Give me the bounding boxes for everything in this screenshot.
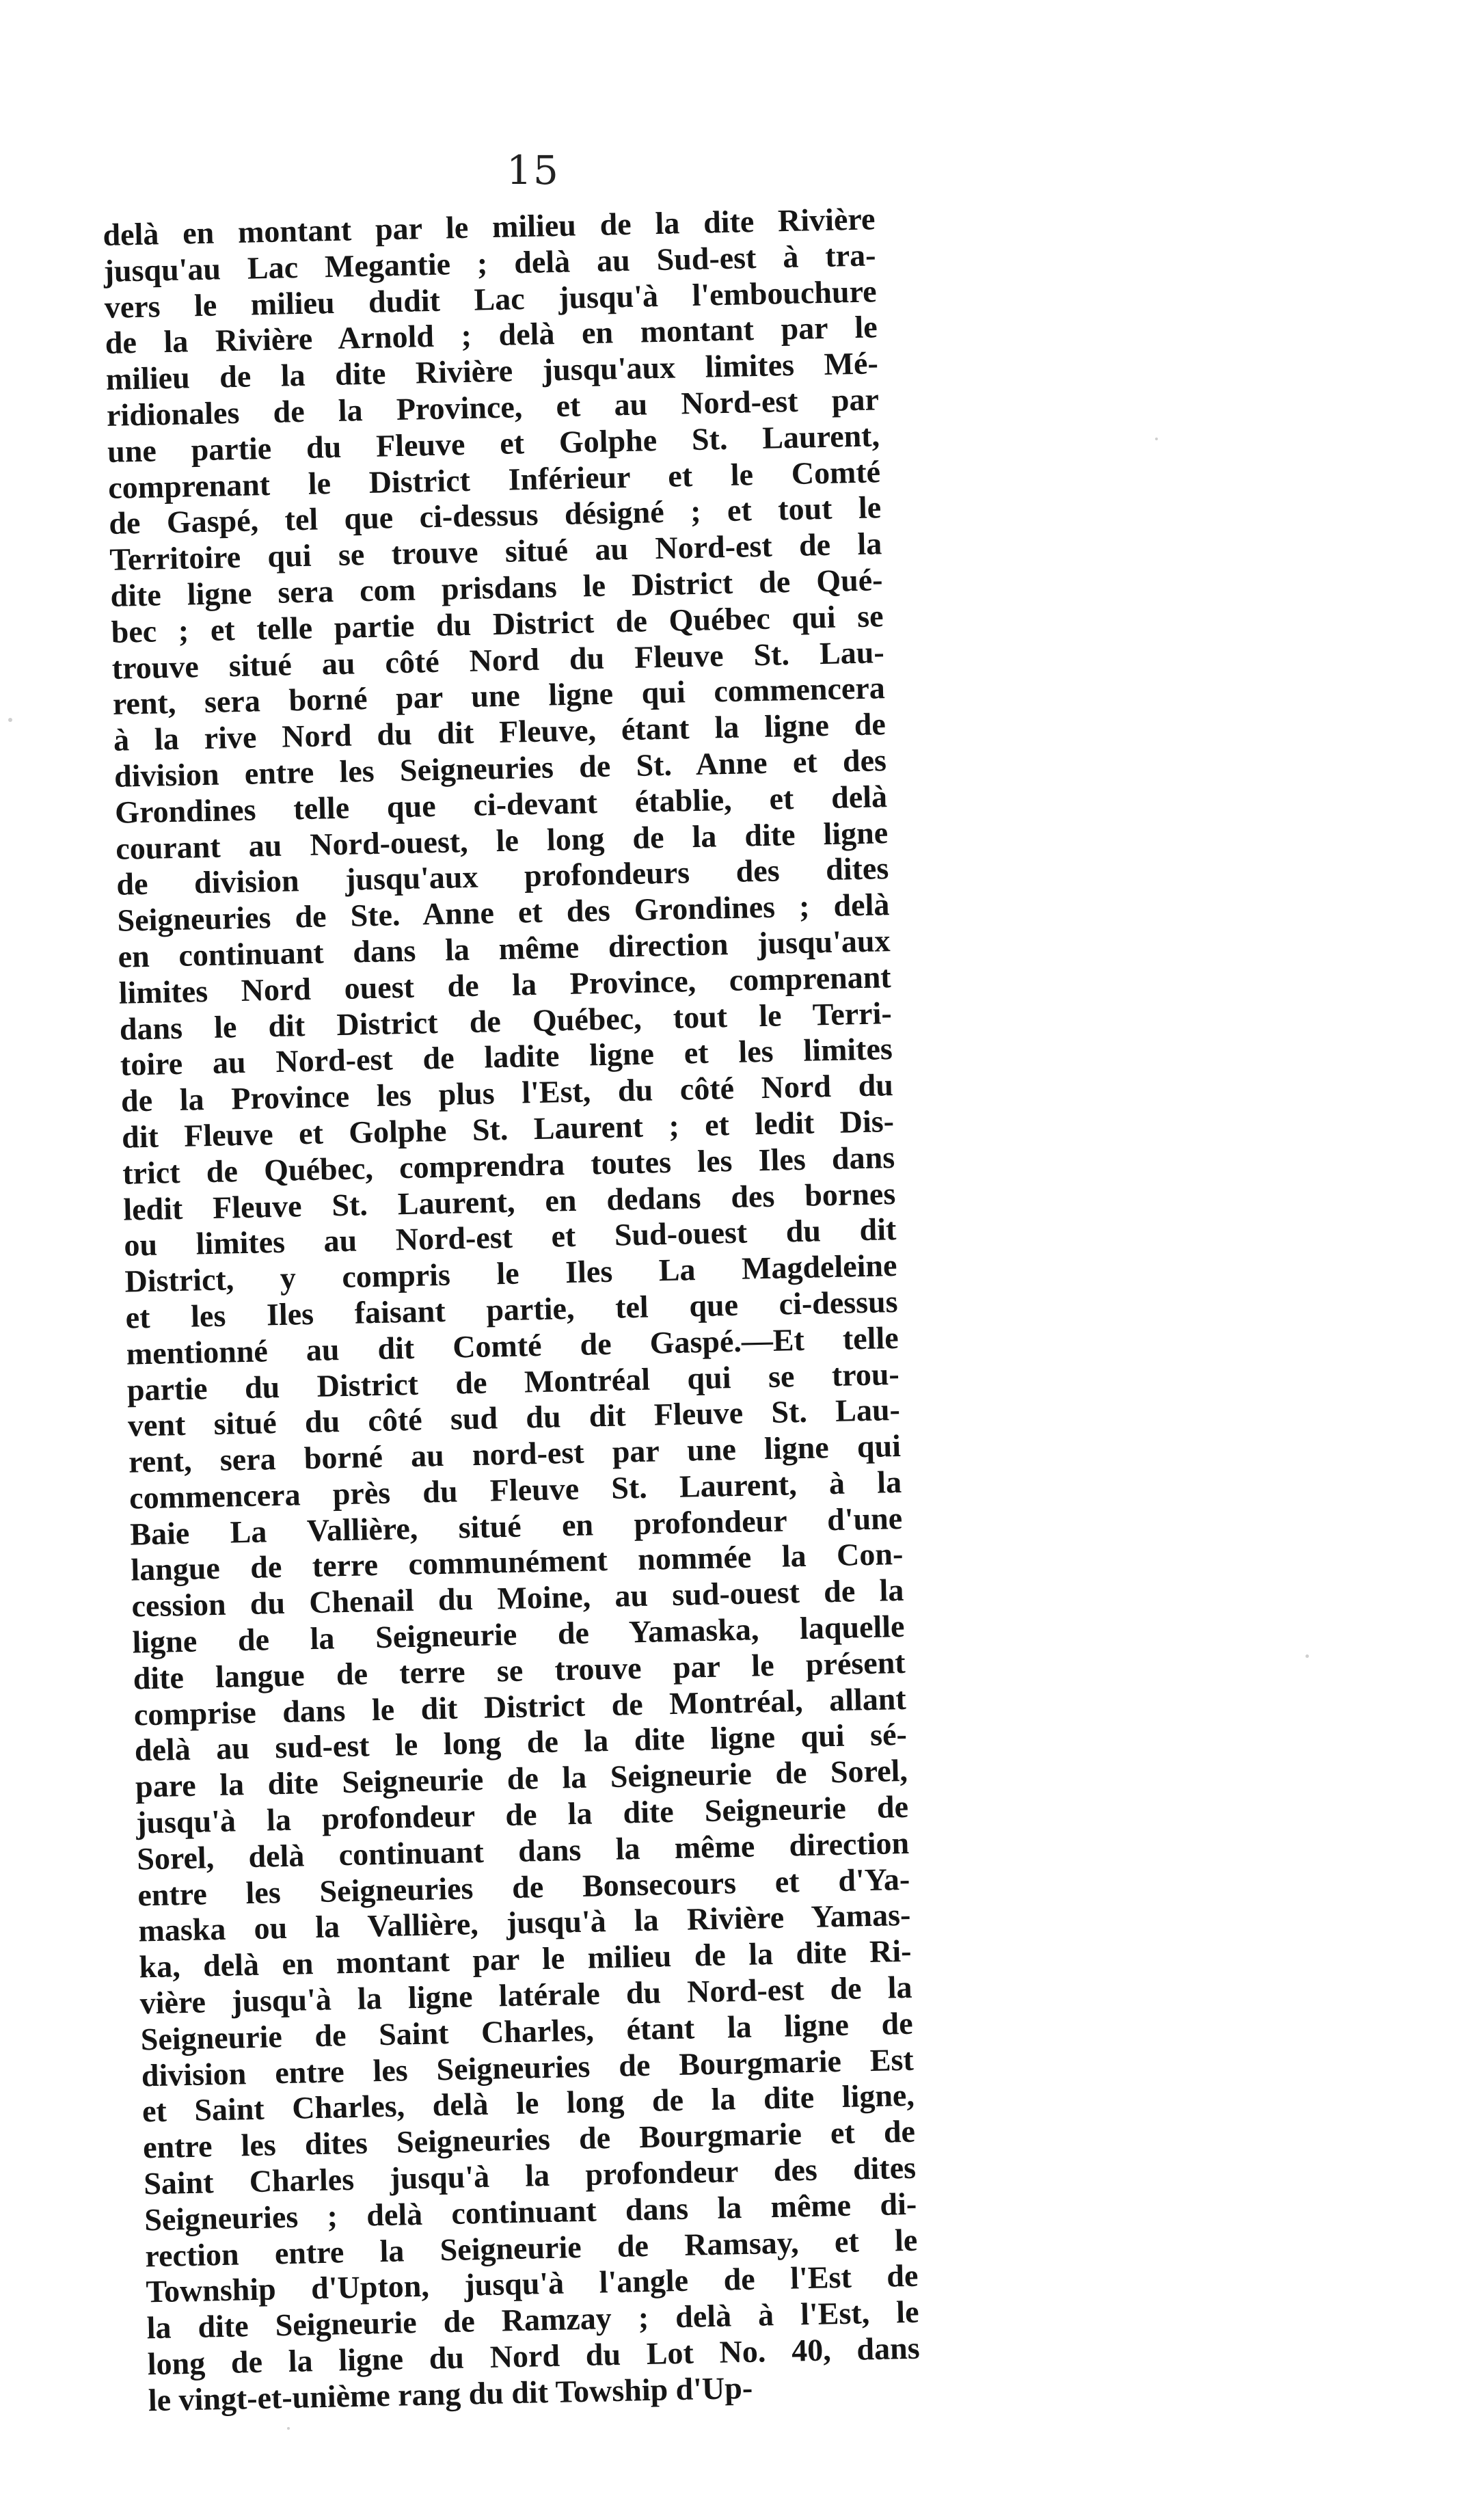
text-line: de la Rivière Arnold ; delà en montant par le	[105, 309, 878, 361]
text-line: à la rive Nord du dit Fleuve, étant la ligne de	[113, 706, 886, 758]
text-line: long de la ligne du Nord du Lot No. 40, dans	[147, 2330, 921, 2382]
text-line: mentionné au dit Comté de Gaspé.—Et telle	[126, 1319, 899, 1371]
text-line: de la Province les plus l'Est, du côté Nord du	[120, 1067, 894, 1118]
text-line: comprise dans le dit District de Montréal, allant	[133, 1680, 907, 1732]
text-line: dans le dit District de Québec, tout le Terri-	[119, 995, 893, 1047]
text-line: ou limites au Nord-est et Sud-ouest du dit	[123, 1211, 897, 1263]
text-line: le vingt-et-unième rang du dit Towship d'Up-	[148, 2370, 753, 2418]
text-line: une partie du Fleuve et Golphe St. Laurent,	[107, 418, 880, 469]
text-line: toire au Nord-est de ladite ligne et les limites	[120, 1031, 893, 1083]
text-line: trouve situé au côté Nord du Fleuve St. Lau-	[111, 634, 885, 686]
text-line: Township d'Upton, jusqu'à l'angle de l'Est de	[146, 2258, 919, 2309]
text-line: trict de Québec, comprendra toutes les Iles dans	[122, 1139, 895, 1191]
text-line: entre les Seigneuries de Bonsecours et d'Ya-	[137, 1861, 910, 1913]
text-line: comprenant le District Inférieur et le Comté	[107, 453, 881, 505]
text-line: Baie La Vallière, situé en profondeur d'une	[129, 1500, 903, 1552]
text-column	[103, 201, 921, 2419]
text-line: division entre les Seigneuries de Bourgmarie Est	[141, 2041, 915, 2093]
text-line: ridionales de la Province, et au Nord-est par	[106, 381, 880, 433]
text-line: et les Iles faisant partie, tel que ci-dessus	[125, 1283, 898, 1335]
text-line: bec ; et telle partie du District de Québec qui se	[111, 598, 884, 649]
text-line: Sorel, delà continuant dans la même direction	[136, 1825, 910, 1877]
text-line: dit Fleuve et Golphe St. Laurent ; et ledit Dis-	[121, 1103, 895, 1155]
text-line: entre les dites Seigneuries de Bourgmarie et de	[142, 2113, 916, 2165]
text-line: courant au Nord-ouest, le long de la dite ligne	[115, 814, 889, 866]
text-line: partie du District de Montréal qui se trou-	[126, 1356, 900, 1408]
text-line: jusqu'au Lac Megantie ; delà au Sud-est à tra-	[103, 237, 876, 289]
text-line: rection entre la Seigneurie de Ramsay, et le	[144, 2222, 918, 2273]
text-line: rent, sera borné au nord-est par une ligne qui	[128, 1428, 902, 1479]
text-line: dite ligne sera com prisdans le District de Qué-	[110, 562, 883, 613]
text-line: ledit Fleuve St. Laurent, en dedans des bornes	[122, 1175, 896, 1227]
scan-speck	[287, 2427, 290, 2430]
text-line: et Saint Charles, delà le long de la dite ligne,	[141, 2078, 915, 2129]
text-line: vers le milieu dudit Lac jusqu'à l'embouchure	[104, 273, 878, 325]
text-line: milieu de la dite Rivière jusqu'aux limites Mé-	[105, 345, 879, 397]
text-line: en continuant dans la même direction jusqu'aux	[118, 923, 891, 974]
text-line: delà en montant par le milieu de la dite Rivière	[103, 201, 876, 252]
page-number: 15	[506, 147, 560, 193]
text-line: pare la dite Seigneurie de la Seigneurie de Sorel,	[135, 1753, 908, 1804]
text-line: District, y compris le Iles La Magdeleine	[124, 1248, 897, 1299]
text-line: vière jusqu'à la ligne latérale du Nord-est de la	[139, 1969, 912, 2021]
text-line: ka, delà en montant par le milieu de la dite Ri-	[139, 1933, 912, 1985]
text-line: rent, sera borné par une ligne qui commencera	[112, 670, 886, 722]
text-line: langue de terre communément nommée la Con-	[130, 1536, 904, 1588]
text-line: commencera près du Fleuve St. Laurent, à la	[128, 1464, 902, 1516]
text-line: Territoire qui se trouve situé au Nord-est de la	[109, 526, 882, 578]
text-line: maska ou la Vallière, jusqu'à la Rivière Yamas-	[137, 1897, 911, 1948]
text-line: Seigneuries ; delà continuant dans la même di-	[144, 2186, 917, 2238]
text-line: jusqu'à la profondeur de la dite Seigneurie de	[135, 1788, 909, 1840]
text-line: ligne de la Seigneurie de Yamaska, laquelle	[132, 1608, 905, 1660]
scan-speck	[8, 718, 12, 722]
text-line: de division jusqu'aux profondeurs des dites	[116, 850, 889, 902]
text-line: Grondines telle que ci-devant établie, et delà	[114, 778, 888, 830]
text-line: la dite Seigneurie de Ramzay ; delà à l'Est, le	[146, 2294, 919, 2346]
text-line: delà au sud-est le long de la dite ligne qui sé-	[134, 1717, 908, 1768]
text-line: de Gaspé, tel que ci-dessus désigné ; et tout le	[108, 490, 882, 541]
scan-speck	[1155, 438, 1158, 440]
text-line: cession du Chenail du Moine, au sud-ouest de la	[131, 1572, 904, 1624]
text-line: Seigneuries de Ste. Anne et des Grondines ; delà	[117, 887, 890, 938]
text-line: division entre les Seigneuries de St. Anne et des	[113, 742, 887, 794]
text-line: Saint Charles jusqu'à la profondeur des dites	[143, 2149, 917, 2201]
scan-speck	[1305, 1654, 1309, 1658]
text-line: Seigneurie de Saint Charles, étant la ligne de	[140, 2005, 914, 2057]
text-line: dite langue de terre se trouve par le présent	[133, 1644, 906, 1696]
text-line: limites Nord ouest de la Province, comprenant	[118, 959, 892, 1010]
text-line: vent situé du côté sud du dit Fleuve St. Lau-	[127, 1392, 901, 1443]
